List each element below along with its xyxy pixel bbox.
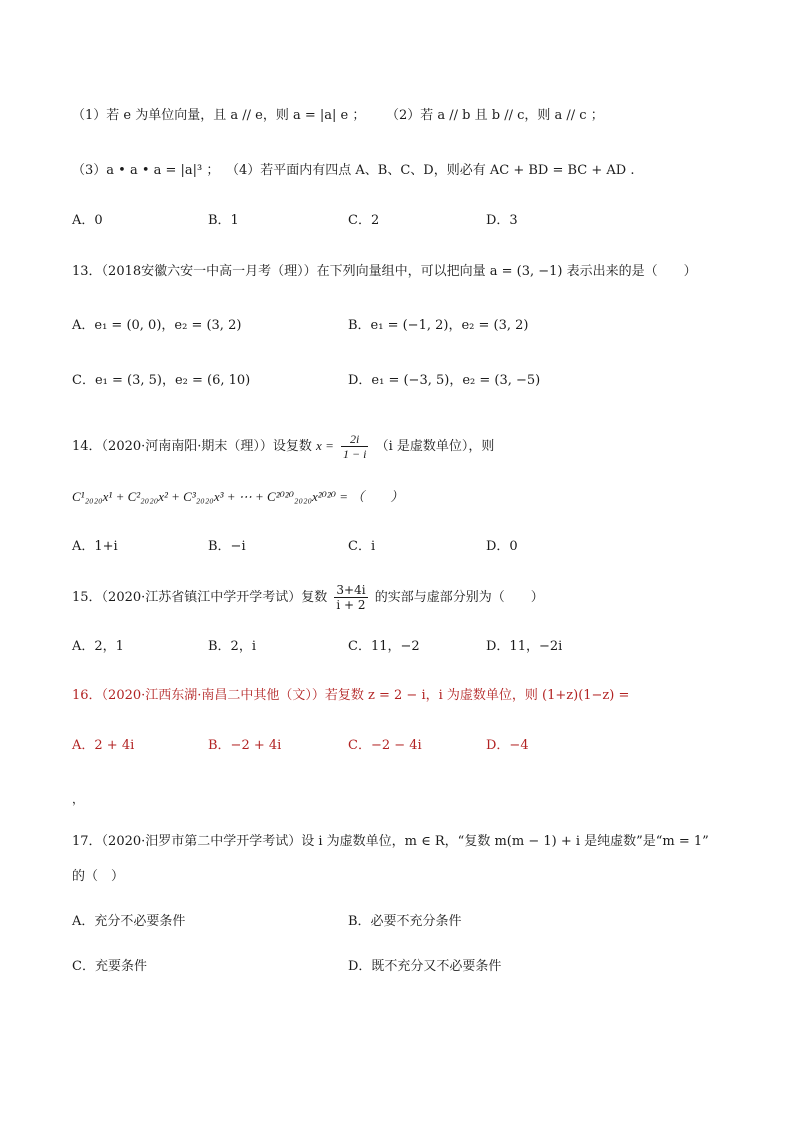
q12-option-a: A．0 [72,213,103,228]
q15-option-a: A．2，1 [72,639,124,654]
q14-fraction [341,432,368,461]
q15-stem-prefix: 15．（2020·江苏省镇江中学开学考试）复数 [72,590,328,605]
q13-option-d: D．e₁ = (−3, 5)，e₂ = (3, −5) [348,373,541,388]
q15-option-b: B．2，i [208,639,256,654]
q14-option-a: A．1+i [72,539,118,554]
q13-option-b: B．e₁ = (−1, 2)，e₂ = (3, 2) [348,318,529,333]
q12-option-c: C．2 [348,213,380,228]
q14-fraction-numerator: 2i [341,432,368,447]
q15-stem [72,578,544,618]
q14-option-d: D．0 [486,539,518,554]
q15-stem-suffix: 的实部与虚部分别为（ ） [374,590,544,605]
q14-expression: C¹₂₀₂₀x¹ + C²₂₀₂₀x² + C³₂₀₂₀x³ + ⋯ + C²⁰²⁰₂₀₂₀x²⁰²⁰ = （ ） [72,489,404,504]
q15-fraction [334,583,367,612]
q14-option-b: B．−i [208,539,246,554]
q16-stem: 16．（2020·江西东湖·南昌二中其他（文））若复数 z = 2 − i，i 为虚数单位，则 (1+z)(1−z) = [72,688,630,703]
q13-stem: 13．（2018安徽六安一中高一月考（理））在下列向量组中，可以把向量 a = (3, −1) 表示出来的是（ ） [72,264,697,279]
q12-statement-2: （2）若 a // b 且 b // c，则 a // c ； [386,108,604,123]
q12-statement-3: （3）a • a • a = |a|³ ； [72,163,220,178]
q13-option-a: A．e₁ = (0, 0)，e₂ = (3, 2) [72,318,242,333]
q15-fraction-denominator: i + 2 [336,598,366,612]
q16-option-b: B．−2 + 4i [208,738,282,753]
q17-stem-line-1: 17．（2020·汨罗市第二中学开学考试）设 i 为虚数单位，m ∈ R，“复数 m(m − 1) + i 是纯虚数”是“m = 1” [72,834,709,849]
q14-option-c: C．i [348,539,376,554]
q17-option-d: D．既不充分又不必要条件 [348,959,502,974]
q17-option-c: C．充要条件 [72,959,147,974]
q14-stem-prefix: 14．（2020·河南南阳·期末（理））设复数 [72,439,312,454]
q17-option-a: A．充分不必要条件 [72,914,186,929]
q17-option-b: B．必要不充分条件 [348,914,462,929]
q12-statement-1: （1）若 e 为单位向量，且 a // e，则 a = |a| e ； [72,108,366,123]
q14-fraction-denominator: 1 − i [342,447,367,461]
q15-fraction-numerator: 3+4i [336,583,366,597]
q14-stem-suffix: （i 是虚数单位），则 [375,439,495,454]
q15-option-d: D．11，−2i [486,639,563,654]
q16-option-c: C．−2 − 4i [348,738,422,753]
q12-statement-4: （4）若平面内有四点 A、B、C、D，则必有 AC + BD = BC + AD . [226,163,635,178]
q12-option-b: B．1 [208,213,239,228]
stray-mark: ， [72,792,85,806]
q13-option-c: C．e₁ = (3, 5)，e₂ = (6, 10) [72,373,251,388]
q14-stem [72,426,494,467]
q15-option-c: C．11，−2 [348,639,420,654]
q17-stem-line-2: 的（ ） [72,869,125,884]
q16-option-a: A．2 + 4i [72,738,135,753]
q12-option-d: D．3 [486,213,518,228]
q14-x-equals: x = [316,438,334,453]
q16-option-d: D．−4 [486,738,529,753]
